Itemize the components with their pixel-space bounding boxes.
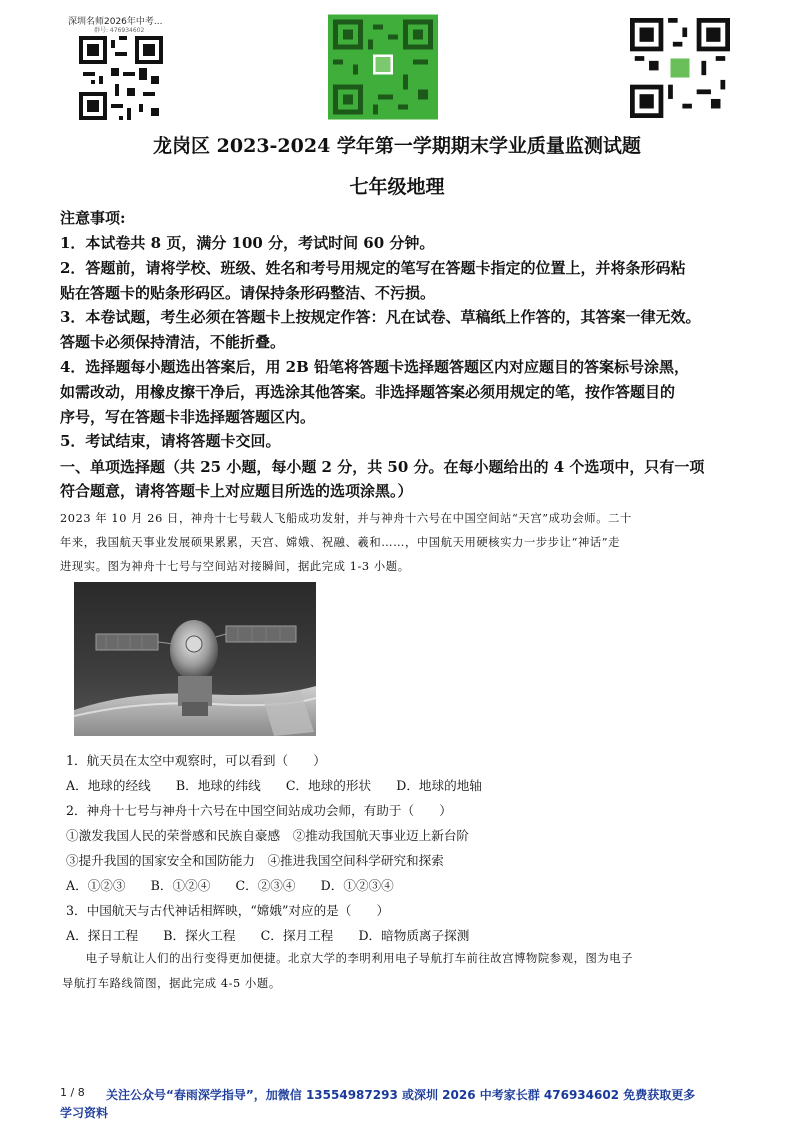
- page-number: 1 / 8: [60, 1086, 85, 1099]
- question-1: 1．航天员在太空中观察时，可以看到（ ）: [66, 753, 326, 768]
- page-subtitle: 七年级地理: [349, 176, 445, 198]
- passage-line: 2023 年 10 月 26 日，神舟十七号载人飞船成功发射，并与神舟十六号在中国空间站“天宫”成功会师。二十: [60, 512, 632, 525]
- qr-code-left: [66, 14, 176, 120]
- qr-right-pattern: [630, 18, 730, 118]
- notice-line: 5．考试结束，请将答题卡交回。: [60, 432, 281, 450]
- notice-line: 答题卡必须保持清洁，不能折叠。: [60, 333, 286, 351]
- notice-line: 3．本卷试题，考生必须在答题卡上按规定作答：凡在试卷、草稿纸上作答的，其答案一律无效。: [60, 308, 701, 326]
- qr-center-pattern: [328, 14, 438, 120]
- notice-line: 2．答题前，请将学校、班级、姓名和考号用规定的笔写在答题卡指定的位置上，并将条形码粘: [60, 259, 686, 277]
- passage-line: 进现实。图为神舟十七号与空间站对接瞬间，据此完成 1-3 小题。: [60, 560, 410, 573]
- passage-line: 年来，我国航天事业发展硕果累累，天宫、嫦娥、祝融、羲和……，中国航天用硬核实力一步步让“神话”走: [60, 536, 621, 549]
- spacecraft-docking-photo: [74, 582, 316, 736]
- qr-code-right: [630, 18, 730, 118]
- qr-left-pattern: [68, 36, 174, 120]
- section-heading-cont: 符合题意，请将答题卡上对应题目所选的选项涂黑。）: [60, 482, 413, 500]
- footer-promo-line2: 学习资料: [60, 1106, 109, 1120]
- passage-line: 电子导航让人们的出行变得更加便捷。北京大学的李明利用电子导航打车前往故宫博物院参观，图为电子: [62, 952, 634, 965]
- qr-left-sublabel: 群号: 476934602: [94, 27, 145, 34]
- question-1-options: A．地球的经线 B．地球的纬线 C．地球的形状 D．地球的地轴: [66, 778, 482, 793]
- qr-code-center: [328, 14, 438, 120]
- question-3-options: A．探日工程 B．探火工程 C．探月工程 D．暗物质离子探测: [66, 928, 470, 943]
- notice-line: 4．选择题每小题选出答案后，用 2B 铅笔将答题卡选择题答题区内对应题目的答案标号涂黑，: [60, 358, 690, 376]
- question-2: 2．神舟十七号与神舟十六号在中国空间站成功会师，有助于（ ）: [66, 803, 452, 818]
- question-2-options: A．①②③ B．①②④ C．②③④ D．①②③④: [66, 878, 394, 893]
- qr-left-label: 深圳名师2026年中考...: [68, 17, 163, 27]
- footer-promo-line1: 关注公众号“春雨深学指导”，加微信 13554987293 或深圳 2026 中考家长群 476934602 免费获取更多: [106, 1088, 696, 1102]
- section-heading: 一、单项选择题（共 25 小题，每小题 2 分，共 50 分。在每小题给出的 4 个选项中，只有一项: [60, 458, 705, 476]
- question-2-statements: ③提升我国的国家安全和国防能力 ④推进我国空间科学研究和探索: [66, 853, 444, 868]
- passage-line: 导航打车路线简图，据此完成 4-5 小题。: [62, 977, 281, 990]
- notice-line: 如需改动，用橡皮擦干净后，再选涂其他答案。非选择题答案必须用规定的笔，按作答题目的: [60, 383, 676, 401]
- notice-line: 贴在答题卡的贴条形码区。请保持条形码整洁、不污损。: [60, 284, 436, 302]
- notice-line: 序号，写在答题卡非选择题答题区内。: [60, 408, 316, 426]
- question-3: 3．中国航天与古代神话相辉映，“嫦娥”对应的是（ ）: [66, 903, 390, 918]
- notice-heading: 注意事项:: [60, 209, 126, 227]
- notice-line: 1．本试卷共 8 页，满分 100 分，考试时间 60 分钟。: [60, 234, 435, 252]
- page-title: 龙岗区 2023-2024 学年第一学期期末学业质量监测试题: [153, 135, 641, 157]
- question-2-statements: ①激发我国人民的荣誉感和民族自豪感 ②推动我国航天事业迈上新台阶: [66, 828, 469, 843]
